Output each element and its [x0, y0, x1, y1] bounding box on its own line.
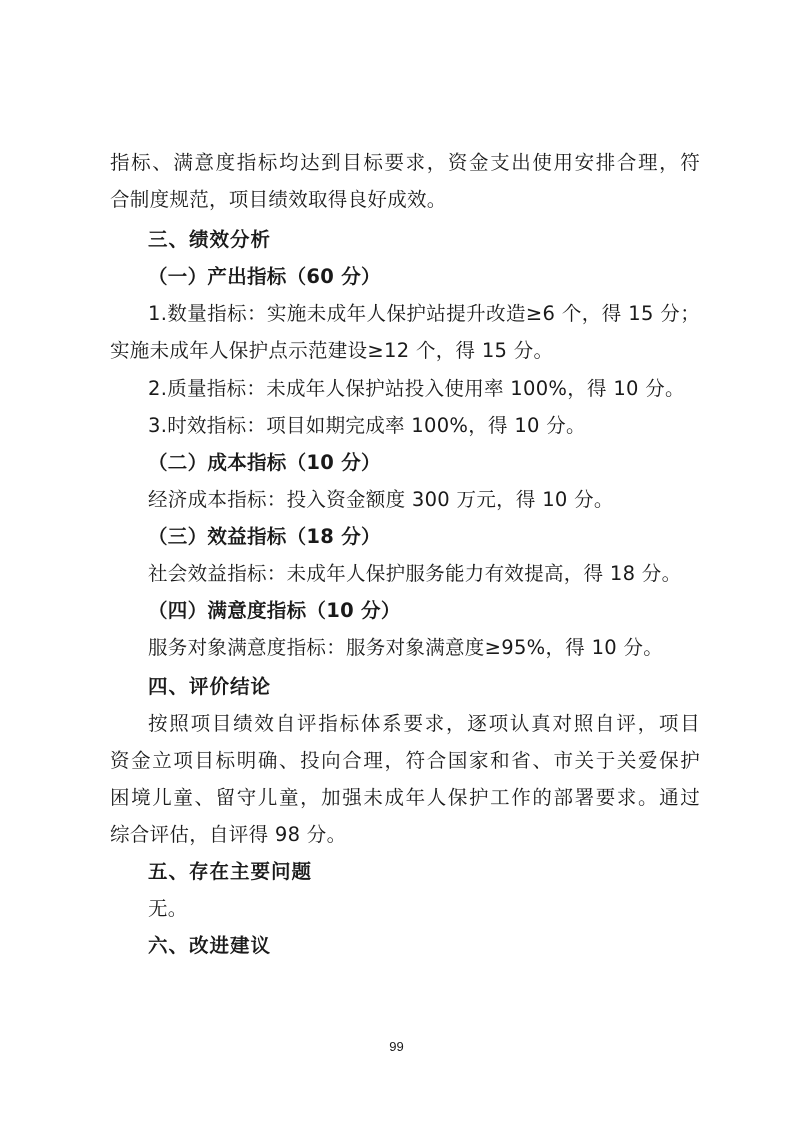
paragraph-line: 指标、满意度指标均达到目标要求，资金支出使用安排合理，符 — [110, 151, 700, 174]
section-heading-3: 三、绩效分析 — [148, 228, 272, 251]
paragraph-line: 困境儿童、留守儿童，加强未成年人保护工作的部署要求。通过 — [110, 786, 700, 809]
subsection-heading-cost: （二）成本指标（10 分） — [148, 451, 381, 474]
paragraph-line: 按照项目绩效自评指标体系要求，逐项认真对照自评，项目 — [148, 712, 700, 735]
paragraph-line: 服务对象满意度指标：服务对象满意度≥95%，得 10 分。 — [148, 636, 664, 659]
paragraph-line: 1.数量指标：实施未成年人保护站提升改造≥6 个，得 15 分； — [148, 302, 700, 325]
paragraph-line: 经济成本指标：投入资金额度 300 万元，得 10 分。 — [148, 488, 614, 511]
section-heading-4: 四、评价结论 — [148, 675, 272, 698]
subsection-heading-satisfaction: （四）满意度指标（10 分） — [148, 599, 401, 622]
section-heading-5: 五、存在主要问题 — [148, 860, 313, 883]
paragraph-line: 实施未成年人保护点示范建设≥12 个，得 15 分。 — [110, 339, 554, 362]
subsection-heading-benefit: （三）效益指标（18 分） — [148, 525, 381, 548]
subsection-heading-output: （一）产出指标（60 分） — [148, 265, 381, 288]
paragraph-line: 3.时效指标：项目如期完成率 100%，得 10 分。 — [148, 414, 586, 437]
page-number: 99 — [389, 1039, 404, 1054]
paragraph-line: 合制度规范，项目绩效取得良好成效。 — [110, 188, 447, 211]
paragraph-line: 资金立项目标明确、投向合理，符合国家和省、市关于关爱保护 — [110, 749, 700, 772]
paragraph-line: 无。 — [148, 897, 188, 920]
paragraph-line: 2.质量指标：未成年人保护站投入使用率 100%，得 10 分。 — [148, 377, 685, 400]
section-heading-6: 六、改进建议 — [148, 934, 272, 957]
paragraph-line: 综合评估，自评得 98 分。 — [110, 823, 347, 846]
paragraph-line: 社会效益指标：未成年人保护服务能力有效提高，得 18 分。 — [148, 562, 682, 585]
